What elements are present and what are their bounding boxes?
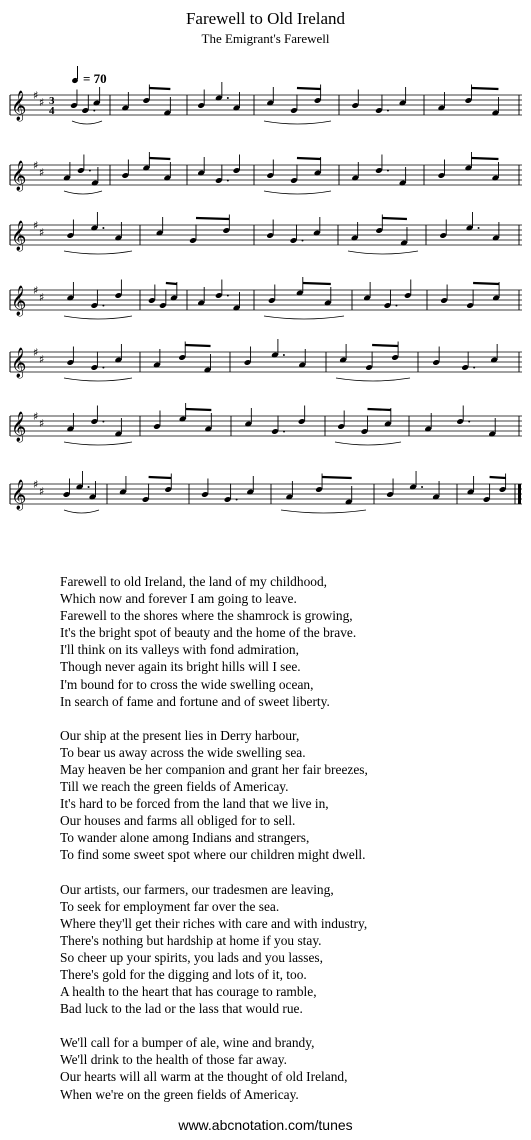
- sharp-icon: ♯: [39, 417, 45, 430]
- beam: [149, 158, 170, 159]
- lyrics-stanza: [60, 1034, 520, 1102]
- slur: [264, 191, 331, 194]
- sharp-icon: ♯: [33, 219, 39, 232]
- lyrics-line: It's the bright spot of beauty and the home of the brave.: [60, 625, 357, 641]
- beam: [166, 283, 177, 284]
- beam: [471, 88, 498, 89]
- lyrics-line: So cheer up your spirits, you lads and you lasses,: [60, 949, 323, 965]
- lyrics-line: A health to the heart that has courage to ramble,: [60, 984, 317, 1000]
- sharp-icon: ♯: [33, 89, 39, 102]
- treble-clef-icon: 𝄞: [11, 480, 27, 510]
- lyrics-line: Where they'll get their riches with care and with industry,: [60, 915, 368, 931]
- lyrics-line: Bad luck to the lad or the lass that would rue.: [60, 1001, 303, 1017]
- lyrics-stanza: [60, 573, 520, 710]
- lyrics-line: There's gold for the digging and lots of it, too.: [60, 966, 307, 982]
- beam: [372, 345, 398, 346]
- beam: [149, 477, 172, 478]
- sharp-icon: ♯: [39, 166, 45, 179]
- lyrics-line: It's hard to be forced from the land that we live in,: [60, 796, 329, 812]
- slur: [72, 121, 102, 124]
- lyrics-line: There's nothing but hardship at home if you stay.: [60, 932, 322, 948]
- lyrics-line: I'm bound for to cross the wide swelling ocean,: [60, 676, 314, 692]
- lyrics-line: I'll think on its valleys with fond admiration,: [60, 642, 299, 658]
- lyrics-line: In search of fame and fortune and of sweet liberty.: [60, 693, 330, 709]
- final-bar-line: [518, 484, 521, 504]
- lyrics-line: Our houses and farms all obliged for to sell.: [60, 813, 296, 829]
- lyrics-stanza: [60, 881, 520, 1018]
- beam: [149, 88, 170, 89]
- sharp-icon: ♯: [39, 485, 45, 498]
- slur: [64, 251, 132, 254]
- footer-url[interactable]: www.abcnotation.com/tunes: [178, 1117, 353, 1133]
- treble-clef-icon: 𝄞: [11, 412, 27, 442]
- beam: [322, 477, 352, 478]
- lyrics-line: We'll drink to the health of those far away.: [60, 1052, 287, 1068]
- lyrics-line: Our hearts will all warm at the thought of old Ireland,: [60, 1069, 348, 1085]
- lyrics-line: When we're on the green fields of Americay.: [60, 1086, 299, 1102]
- sharp-icon: ♯: [39, 96, 45, 109]
- lyrics-line: To seek for employment far over the sea.: [60, 898, 280, 914]
- staff-system: [10, 82, 522, 124]
- staff-system: [10, 471, 522, 513]
- staff-system: [10, 212, 522, 254]
- sharp-icon: ♯: [39, 226, 45, 239]
- time-signature-top: 3: [49, 95, 55, 107]
- staff-system: [10, 339, 522, 381]
- sharp-icon: ♯: [33, 284, 39, 297]
- sharp-icon: ♯: [39, 291, 45, 304]
- lyrics-line: Farewell to the shores where the shamrock is growing,: [60, 608, 353, 624]
- lyrics-line: To wander alone among Indians and strangers,: [60, 830, 310, 846]
- slur: [264, 316, 344, 319]
- slur: [348, 251, 418, 254]
- beam: [368, 409, 391, 410]
- sharp-icon: ♯: [33, 346, 39, 359]
- beam: [471, 158, 498, 159]
- staff-system: [10, 277, 522, 319]
- beam: [490, 477, 506, 478]
- beam: [303, 283, 331, 284]
- lyrics-line: To bear us away across the wide swelling sea.: [60, 744, 306, 760]
- slur: [64, 442, 132, 445]
- slur: [336, 378, 410, 381]
- treble-clef-icon: 𝄞: [11, 161, 27, 191]
- lyrics-block: [60, 573, 520, 1120]
- sharp-icon: ♯: [33, 159, 39, 172]
- staff-system: [10, 152, 522, 194]
- tempo-value: = 70: [83, 71, 107, 86]
- beam: [473, 283, 499, 284]
- treble-clef-icon: 𝄞: [11, 286, 27, 316]
- sheet-music: [0, 0, 531, 560]
- lyrics-stanza: [60, 727, 520, 864]
- slur: [264, 121, 331, 124]
- staff-system: [10, 403, 522, 445]
- sharp-icon: ♯: [33, 478, 39, 491]
- lyrics-line: May heaven be her companion and grant her fair breezes,: [60, 761, 368, 777]
- sharp-icon: ♯: [39, 353, 45, 366]
- lyrics-line: Our ship at the present lies in Derry harbour,: [60, 727, 300, 743]
- treble-clef-icon: 𝄞: [11, 91, 27, 121]
- beam: [297, 88, 321, 89]
- lyrics-line: Though never again its bright hills will I see.: [60, 659, 301, 675]
- lyrics-line: Till we reach the green fields of Americay.: [60, 779, 289, 795]
- beam: [185, 345, 210, 346]
- beam: [186, 409, 212, 410]
- tune-subtitle: The Emigrant's Farewell: [201, 31, 330, 46]
- slur: [335, 442, 401, 445]
- lyrics-line: Farewell to old Ireland, the land of my childhood,: [60, 574, 328, 589]
- slur: [64, 510, 99, 513]
- beam: [297, 158, 321, 159]
- lyrics-line: Which now and forever I am going to leave.: [60, 591, 297, 607]
- treble-clef-icon: 𝄞: [11, 221, 27, 251]
- slur: [64, 191, 102, 194]
- slur: [281, 510, 366, 513]
- beam: [382, 218, 407, 219]
- slur: [64, 316, 132, 319]
- beam: [196, 218, 229, 219]
- lyrics-line: We'll call for a bumper of ale, wine and brandy,: [60, 1035, 315, 1051]
- time-signature-bottom: 4: [49, 105, 55, 117]
- lyrics-line: Our artists, our farmers, our tradesmen are leaving,: [60, 881, 334, 897]
- tune-title: Farewell to Old Ireland: [185, 9, 346, 28]
- treble-clef-icon: 𝄞: [11, 348, 27, 378]
- sharp-icon: ♯: [33, 410, 39, 423]
- slur: [64, 378, 132, 381]
- lyrics-line: To find some sweet spot where our children might dwell.: [60, 847, 366, 863]
